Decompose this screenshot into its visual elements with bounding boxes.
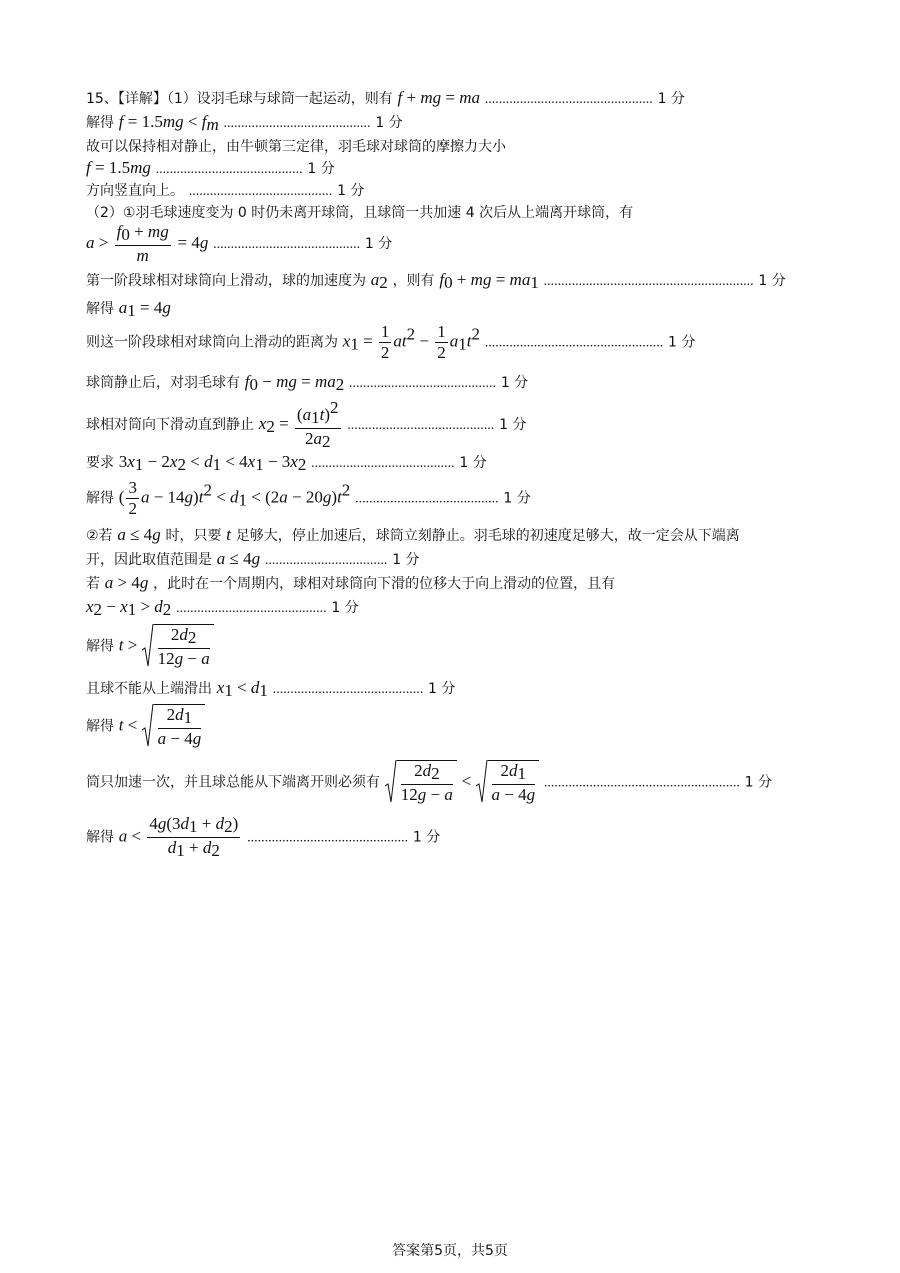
line-21: 解得 t < $\frac{2d_1}{a - 4g}$ <box>86 704 205 749</box>
line-6: （2）①羽毛球速度变为 0 时仍未离开球筒，且球筒一共加速 4 次后从上端离开球筒，有 <box>86 205 634 221</box>
line-17: 若 a > 4g ，此时在一个周期内，球相对球筒向下滑的位移大于向上滑动的位置，且有 <box>86 573 616 592</box>
line-8: 第一阶段球相对球筒向上滑动，球的加速度为 $a_2$ ，则有 $f_0$ + mg = $ma_1$ ............................................................ 1 分 <box>86 270 786 292</box>
page-footer: 答案第5页，共5页 <box>392 1243 508 1259</box>
line-12: 球相对筒向下滑动直到静止 $x_2$ = $\frac{(a_1t)^2}{2a_2}$ .......................................... 1 分 <box>86 398 527 451</box>
l1-prefix: 15、【详解】（1）设羽毛球与球筒一起运动，则有 <box>86 91 393 107</box>
line-13: 要求 $3x_1 - 2x_2 < d_1 < 4x_1 - 3x_2$ ......................................... 1 分 <box>86 452 487 474</box>
line-23: 解得 a < $\frac{4g(3d_1 + d_2)}{d_1 + d_2}$ .............................................. 1 分 <box>86 814 441 860</box>
line-4: f = 1.5mg .......................................... 1 分 <box>86 158 335 177</box>
line-14: 解得 ( $\frac{3}{2}$ $a - 14g)t^2 < d_1 < (2a - 20g)t^2$ ......................................... 1 分 <box>86 478 531 518</box>
line-3: 故可以保持相对静止，由牛顿第三定律，羽毛球对球筒的摩擦力大小 <box>86 139 506 155</box>
line-20: 且球不能从上端滑出 $x_1 < d_1$ ........................................... 1 分 <box>86 678 456 700</box>
line-16: 开，因此取值范围是 a ≤ 4g ................................... 1 分 <box>86 549 420 568</box>
line-18: $x_2 - x_1 > d_2$ ........................................... 1 分 <box>86 597 359 619</box>
line-22: 筒只加速一次，并且球总能从下端离开则必须有 $\frac{2d_2}{12g - a}$ < $\frac{2d_1}{a - 4g}$ ........................................................ 1 分 <box>86 761 773 804</box>
line-10: 则这一阶段球相对球筒向上滑动的距离为 $x_1$ = $\frac{1}{2}$ $at^2$ − $\frac{1}{2}$ $a_1t^2$ ................................................... 1 分 <box>86 322 696 362</box>
line-19: 解得 t > $\frac{2d_2}{12g - a}$ <box>86 624 214 669</box>
line-2: 解得 $f = 1.5mg < f_m$ .......................................... 1 分 <box>86 112 403 134</box>
line-1: 15、【详解】（1）设羽毛球与球筒一起运动，则有 f + mg = ma ................................................ 1 分 <box>86 88 685 107</box>
line-15: ②若 a ≤ 4g 时，只要 t 足够大，停止加速后，球筒立刻静止。羽毛球的初速度足够大，故一定会从下端离 <box>86 525 740 544</box>
line-11: 球筒静止后，对羽毛球有 $f_0$ − mg = $ma_2$ .......................................... 1 分 <box>86 372 529 394</box>
score: 1 分 <box>657 91 685 107</box>
line-9: 解得 $a_1 = 4g$ <box>86 298 171 320</box>
line-5: 方向竖直向上。 ......................................... 1 分 <box>86 183 365 199</box>
line-7: a > $\frac{f_0 + mg}{m}$ = 4g .......................................... 1 分 <box>86 222 393 265</box>
